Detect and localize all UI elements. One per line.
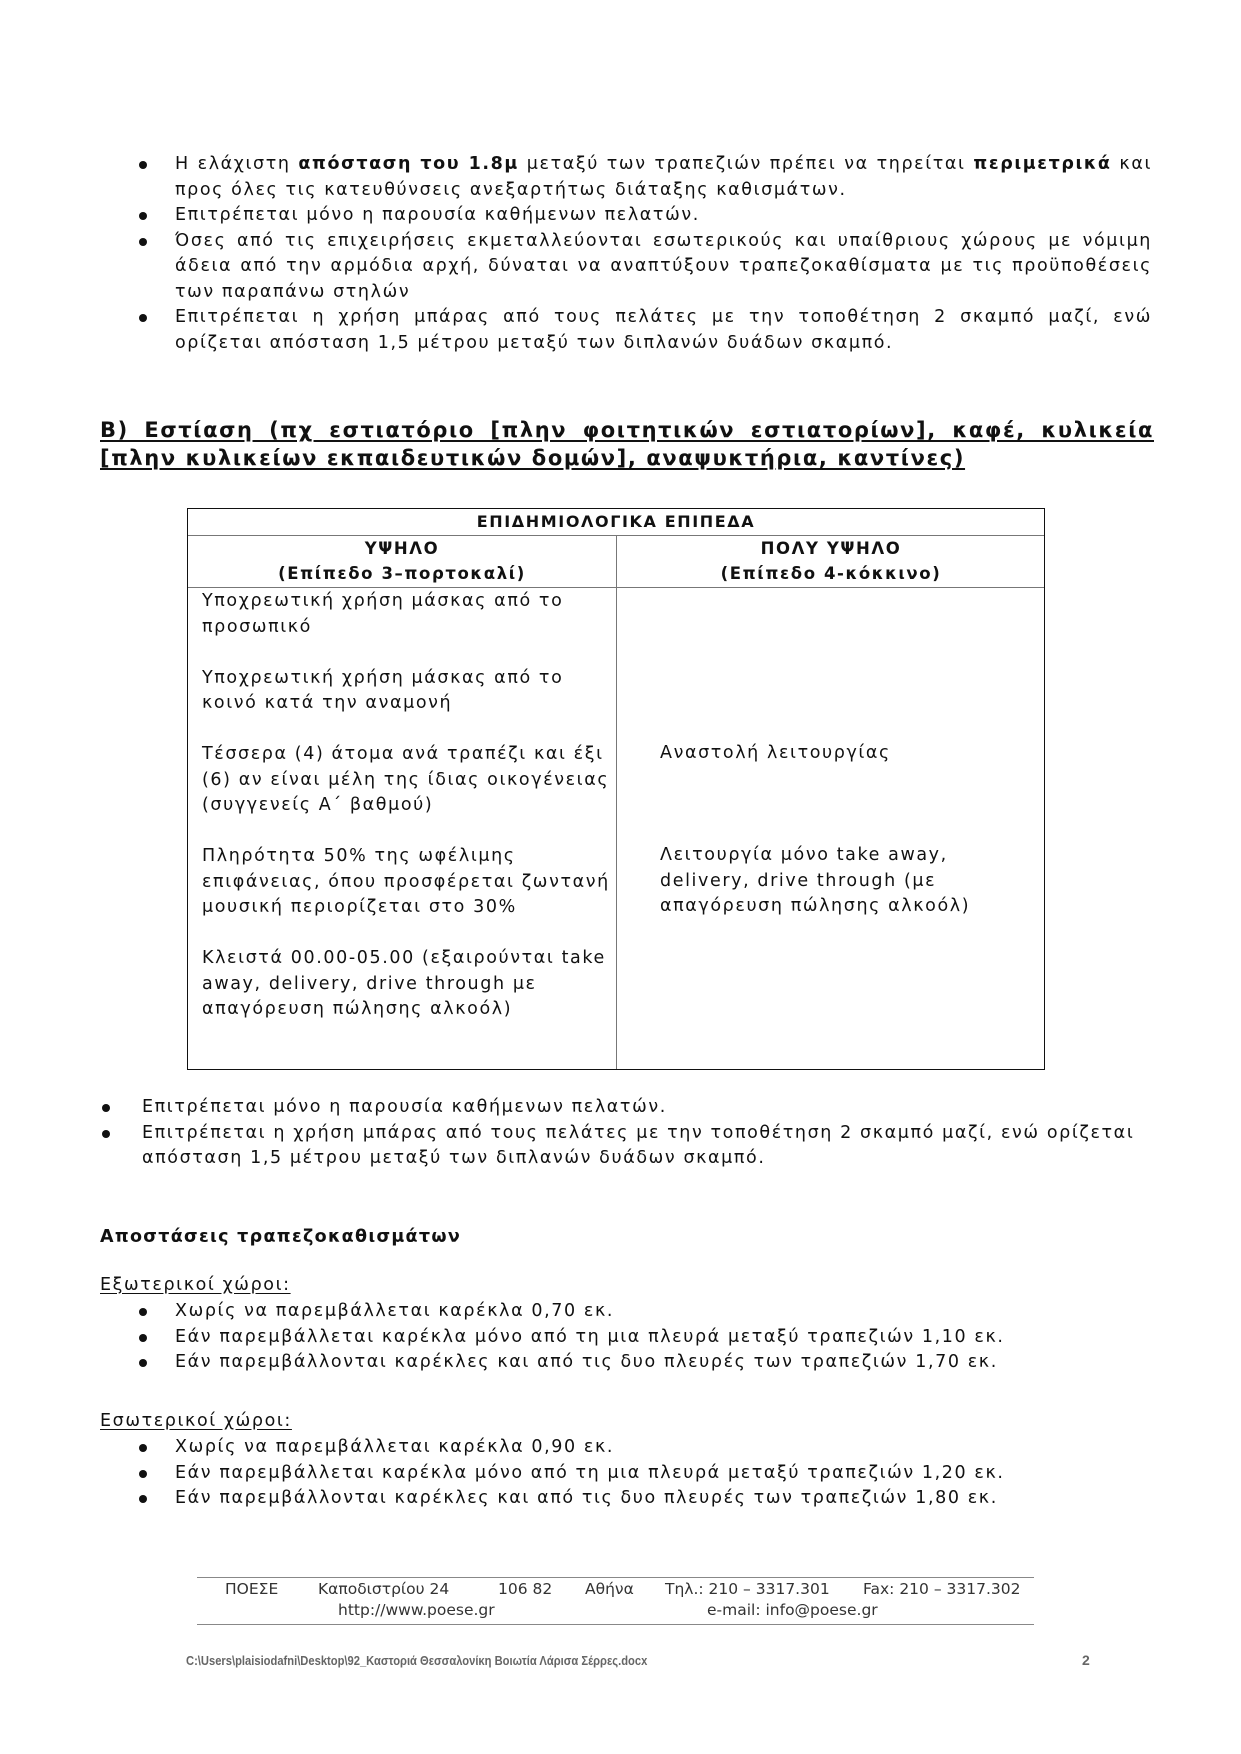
text: Η ελάχιστη: [175, 154, 299, 174]
file-path: C:\Users\plaisiodafni\Desktop\92_Καστοριά Θεσσαλονίκη Βοιωτία Λάρισα Σέρρες.docx: [186, 1653, 648, 1668]
text: Επιτρέπεται η χρήση μπάρας από τους πελάτες με την τοποθέτηση 2 σκαμπό μαζί, ενώ ορίζεται απόσταση 1,5 μέτρου μεταξύ των διπλανών δυάδων σκαμπό.: [175, 307, 1152, 353]
text: και προς όλες τις κατευθύνσεις ανεξαρτήτως διάταξης καθισμάτων.: [175, 154, 1152, 200]
list-item: [175, 1461, 1135, 1487]
column-divider: [616, 536, 617, 1069]
text: Επιτρέπεται η χρήση μπάρας από τους πελάτες με την τοποθέτηση 2 σκαμπό μαζί, ενώ ορίζεται απόσταση 1,5 μέτρου μεταξύ των διπλανών δυάδων σκαμπό.: [142, 1122, 1135, 1168]
top-bullet-list: [175, 152, 1152, 356]
indoor-label: Εσωτερικοί χώροι:: [100, 1411, 292, 1431]
text: Όσες από τις επιχειρήσεις εκμεταλλεύονται εσωτερικούς και υπαίθριους χώρους με νόμιμη άδεια από την αρμόδια αρχή, δύναται να αναπτύξουν τραπεζοκαθίσματα με τις προϋποθέσεις των παραπάνω στηλών: [175, 230, 1152, 302]
list-item: [175, 1325, 1135, 1351]
measure-item: Υποχρεωτική χρήση μάσκας από το κοινό κατά την αναμονή: [202, 667, 564, 713]
bullet-icon: [139, 238, 147, 246]
text: Εάν παρεμβάλλονται καρέκλες και από τις δυο πλευρές των τραπεζιών 1,70 εκ.: [175, 1352, 998, 1372]
bullet-icon: [102, 1104, 110, 1112]
footer-address: Καποδιστρίου 24: [318, 1580, 450, 1598]
list-item: [175, 1435, 1135, 1461]
table-title: ΕΠΙΔΗΜΙΟΛΟΓΙΚΑ ΕΠΙΠΕΔΑ: [188, 509, 1044, 536]
column-level: (Επίπεδο 3–πορτοκαλί): [278, 564, 526, 583]
bullet-icon: [102, 1130, 110, 1138]
bullet-icon: [139, 1334, 147, 1342]
page-number: 2: [1082, 1652, 1090, 1668]
footer-city: Αθήνα: [585, 1580, 634, 1598]
text: Χωρίς να παρεμβάλλεται καρέκλα 0,90 εκ.: [175, 1437, 615, 1457]
list-item: [175, 1350, 1135, 1376]
bullet-icon: [139, 212, 147, 220]
list-item: [175, 305, 1152, 356]
outdoor-distances-list: [175, 1299, 1135, 1376]
footer-postcode: 106 82: [498, 1580, 553, 1598]
table-cell-high: [202, 589, 612, 1023]
section-heading: Β) Εστίαση (πχ εστιατόριο [πλην φοιτητικών εστιατορίων], καφέ, κυλικεία [πλην κυλικείων εκπαιδευτικών δομών], αναψυκτήρια, καντίνες): [100, 418, 1154, 470]
list-item: [175, 152, 1152, 203]
bullet-icon: [139, 1308, 147, 1316]
bullet-icon: [139, 1444, 147, 1452]
after-table-bullet-list: [142, 1095, 1152, 1172]
bold-text: απόσταση του 1.8μ: [298, 154, 519, 174]
bullet-icon: [139, 1495, 147, 1503]
footer-top-rule: [197, 1577, 1034, 1578]
measure-item: Υποχρεωτική χρήση μάσκας από το προσωπικό: [202, 591, 564, 637]
text: Επιτρέπεται μόνο η παρουσία καθήμενων πελατών.: [142, 1097, 667, 1117]
measure-item: Αναστολή λειτουργίας: [660, 743, 891, 763]
list-item: [175, 229, 1152, 306]
list-item: [175, 203, 1152, 229]
bullet-icon: [139, 314, 147, 322]
text: Εάν παρεμβάλλεται καρέκλα μόνο από τη μια πλευρά μεταξύ τραπεζιών 1,20 εκ.: [175, 1462, 1005, 1483]
column-name: ΠΟΛΥ ΥΨΗΛΟ: [760, 539, 902, 558]
column-header-high: [188, 536, 616, 587]
indoor-distances-list: [175, 1435, 1135, 1512]
column-level: (Επίπεδο 4-κόκκινο): [720, 564, 942, 583]
bold-text: περιμετρικά: [973, 154, 1112, 174]
text: Χωρίς να παρεμβάλλεται καρέκλα 0,70 εκ.: [175, 1301, 615, 1321]
bullet-icon: [139, 1359, 147, 1367]
footer-org: ΠΟΕΣΕ: [225, 1580, 279, 1598]
measure-item: Λειτουργία μόνο take away, delivery, drive through (με απαγόρευση πώλησης αλκοόλ): [660, 845, 971, 916]
text: μεταξύ των τραπεζιών πρέπει να τηρείται: [518, 154, 974, 174]
footer-website-link[interactable]: http://www.poese.gr: [338, 1601, 495, 1619]
footer-bottom-rule: [197, 1624, 1034, 1625]
distances-title: Αποστάσεις τραπεζοκαθισμάτων: [100, 1227, 462, 1247]
measure-item: Κλειστά 00.00-05.00 (εξαιρούνται take away, delivery, drive through με απαγόρευση πώλησης αλκοόλ): [202, 948, 606, 1019]
bullet-icon: [139, 161, 147, 169]
bullet-icon: [139, 1470, 147, 1478]
footer-fax: Fax: 210 – 3317.302: [863, 1580, 1021, 1598]
outdoor-label: Εξωτερικοί χώροι:: [100, 1275, 291, 1295]
footer-email-link[interactable]: e-mail: info@poese.gr: [707, 1601, 878, 1619]
column-name: ΥΨΗΛΟ: [364, 539, 440, 558]
text: Εάν παρεμβάλλεται καρέκλα μόνο από τη μια πλευρά μεταξύ τραπεζιών 1,10 εκ.: [175, 1326, 1005, 1347]
list-item: [175, 1299, 1135, 1325]
text: Επιτρέπεται μόνο η παρουσία καθήμενων πελατών.: [175, 205, 700, 225]
column-header-very-high: [618, 536, 1044, 587]
text: Εάν παρεμβάλλονται καρέκλες και από τις δυο πλευρές των τραπεζιών 1,80 εκ.: [175, 1488, 998, 1508]
list-item: [142, 1121, 1152, 1172]
list-item: [142, 1095, 1152, 1121]
epidemiological-levels-table: [187, 508, 1045, 1070]
measure-item: Τέσσερα (4) άτομα ανά τραπέζι και έξι (6) αν είναι μέλη της ίδιας οικογένειας (συγγενείς Α΄ βαθμού): [202, 744, 610, 815]
footer-phone: Τηλ.: 210 – 3317.301: [665, 1580, 830, 1598]
list-item: [175, 1486, 1135, 1512]
measure-item: Πληρότητα 50% της ωφέλιμης επιφάνειας, όπου προσφέρεται ζωντανή μουσική περιορίζεται στο 30%: [202, 846, 610, 917]
